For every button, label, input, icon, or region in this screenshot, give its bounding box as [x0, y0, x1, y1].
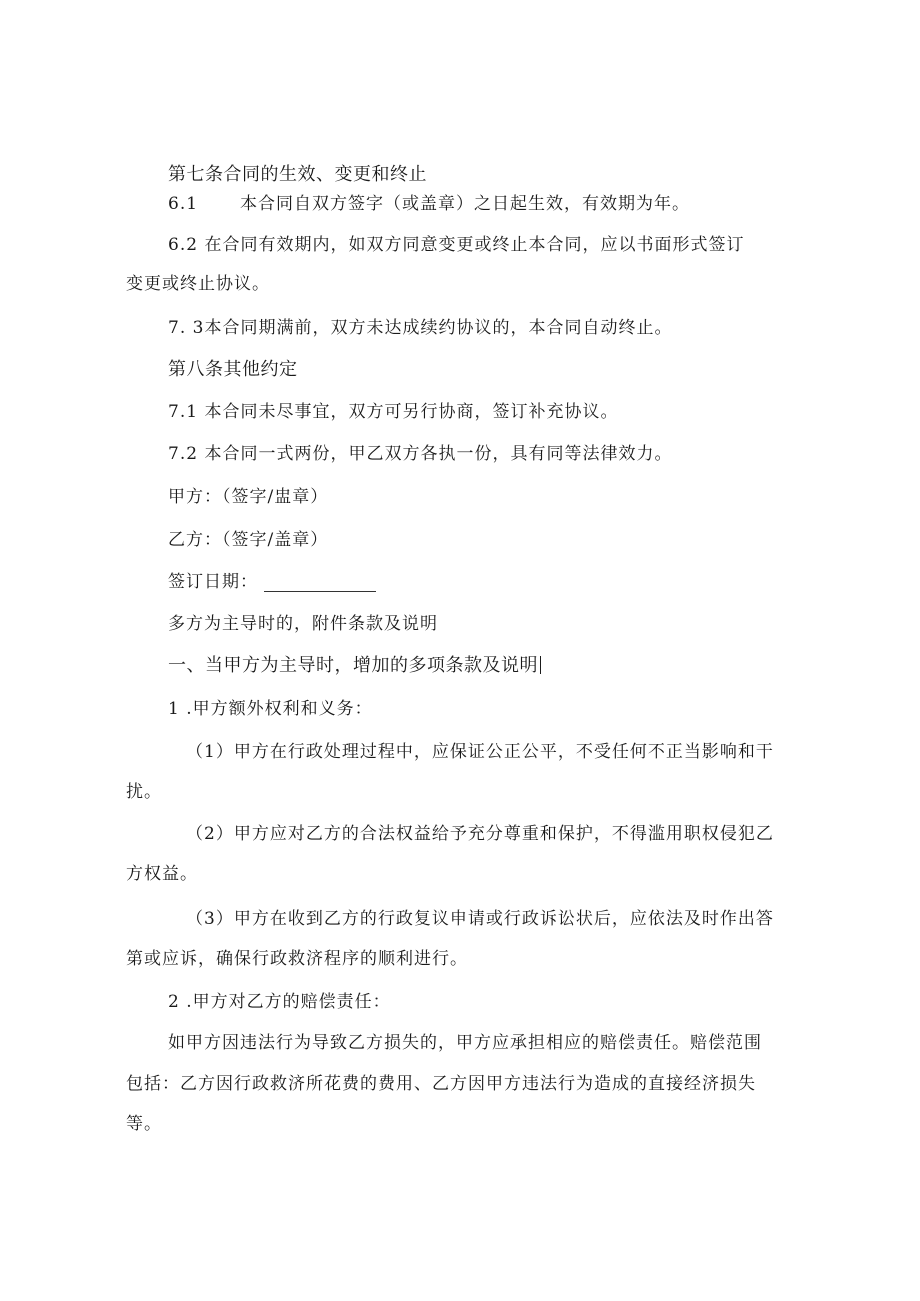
item1-para3-line1: （3）甲方在收到乙方的行政复议申请或行政诉讼状后，应依法及时作出答 [186, 909, 774, 929]
clause-6-1-number: 6.1 [168, 194, 199, 214]
signing-date-blank [264, 591, 376, 592]
signing-date-row [168, 570, 388, 596]
clause-7-2: 7.2 本合同一式两份，甲乙双方各执一份，具有同等法律效力。 [168, 444, 673, 464]
annex-section-title [168, 654, 541, 678]
clause-6-2-line2: 变更或终止协议。 [126, 274, 270, 294]
article7-heading: 第七条合同的生效、变更和终止 [168, 164, 427, 185]
item1-para2-line2: 方权益。 [126, 864, 198, 884]
party-a-signature: 甲方：（签字/盅章） [168, 487, 329, 507]
article8-heading: 第八条其他约定 [168, 359, 298, 380]
item2-title: 2 .甲方对乙方的赔偿责任： [168, 992, 391, 1012]
annex-section-title-text: 一、当甲方为主导时，增加的多项条款及说明 [168, 655, 538, 676]
item1-para3-line2: 第或应诉，确保行政救济程序的顺利进行。 [126, 949, 468, 969]
clause-6-2-line1: 6.2 在合同有效期内，如双方同意变更或终止本合同，应以书面形式签订 [168, 235, 745, 255]
item2-line2: 包括：乙方因行政救济所花费的费用、乙方因甲方违法行为造成的直接经济损失 [126, 1074, 756, 1094]
item1-para2-line1: （2）甲方应对乙方的合法权益给予充分尊重和保护，不得滥用职权侵犯乙 [186, 824, 774, 844]
text-cursor [540, 656, 541, 674]
item1-para1-line2: 扰。 [126, 782, 162, 802]
item1-title: 1 .甲方额外权利和义务： [168, 699, 373, 719]
signing-date-label: 签订日期： [168, 572, 258, 592]
item1-para1-line1: （1）甲方在行政处理过程中，应保证公正公平，不受任何不正当影响和干 [186, 742, 774, 762]
clause-6-1-text: 本合同自双方签字（或盖章）之日起生效，有效期为年。 [240, 194, 690, 214]
item2-line3: 等。 [126, 1114, 162, 1134]
clause-7-3: 7. 3本合同期满前，双方未达成续约协议的，本合同自动终止。 [168, 318, 673, 338]
party-b-signature: 乙方：（签字/盖章） [168, 530, 329, 550]
clause-7-1: 7.1 本合同未尽事宜，双方可另行协商，签订补充协议。 [168, 402, 619, 422]
item2-line1: 如甲方因违法行为导致乙方损失的，甲方应承担相应的赔偿责任。赔偿范围 [168, 1033, 762, 1053]
annex-intro: 多方为主导时的，附件条款及说明 [168, 614, 438, 634]
